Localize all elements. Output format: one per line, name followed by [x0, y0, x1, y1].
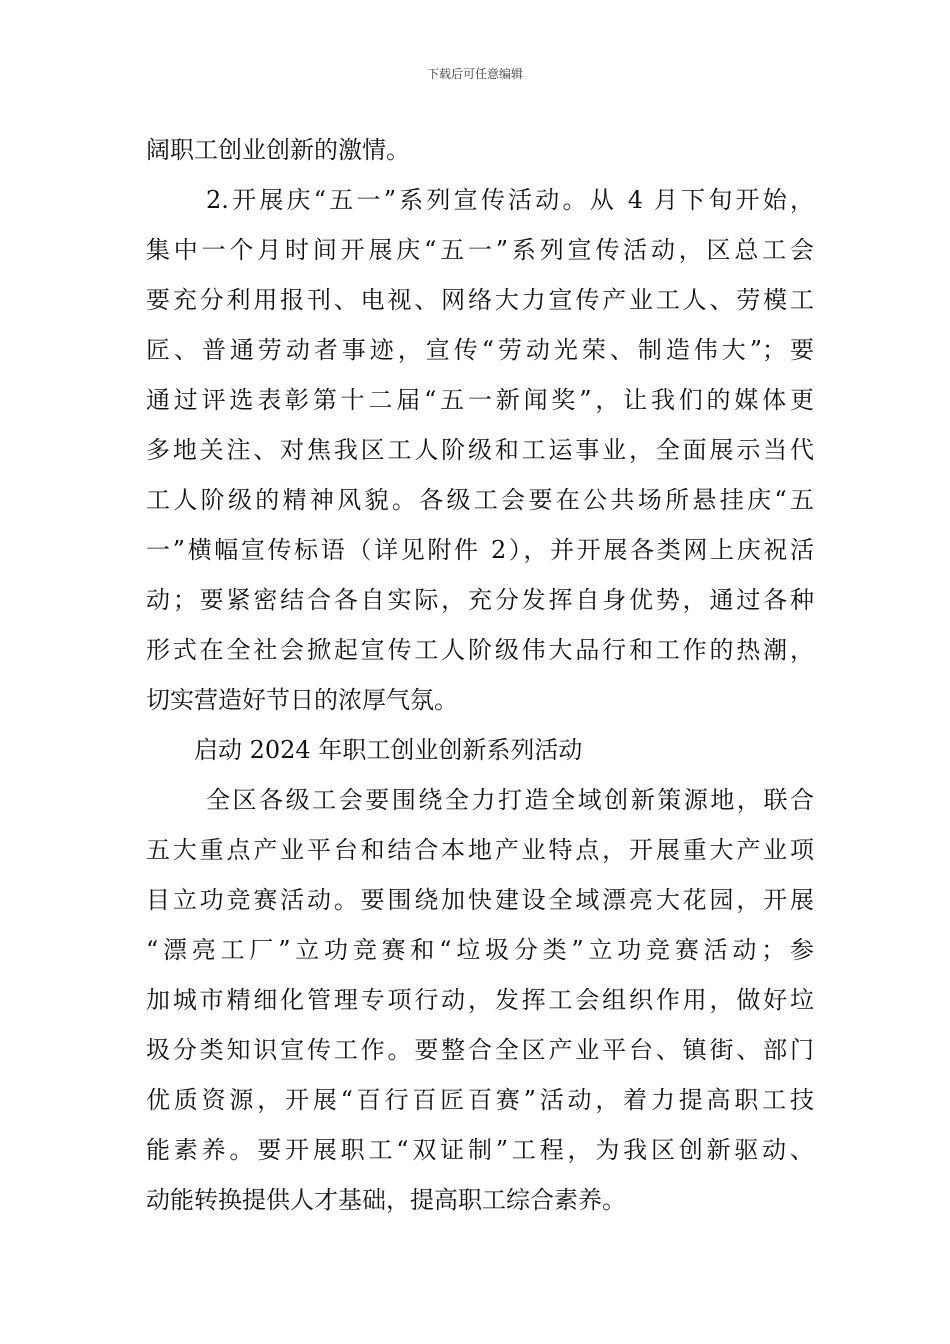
text-line: 目立功竞赛活动。要围绕加快建设全域漂亮大花园，开展: [146, 886, 814, 914]
text-line: 要充分利用报刊、电视、网络大力宣传产业工人、劳模工: [146, 286, 814, 314]
text-line: 圾分类知识宣传工作。要整合全区产业平台、镇街、部门: [146, 1036, 814, 1064]
text-line: “漂亮工厂”立功竞赛和“垃圾分类”立功竞赛活动；参: [146, 936, 814, 964]
text-line: 形式在全社会掀起宣传工人阶级伟大品行和工作的热潮，: [146, 636, 814, 664]
text-line: 多地关注、对焦我区工人阶级和工运事业，全面展示当代: [146, 436, 814, 464]
text-line: 能素养。要开展职工“双证制”工程，为我区创新驱动、: [146, 1136, 814, 1164]
text-line: 优质资源，开展“百行百匠百赛”活动，着力提高职工技: [146, 1086, 814, 1114]
text-line: 动；要紧密结合各自实际，充分发挥自身优势，通过各种: [146, 586, 814, 614]
text-line: 2.开展庆“五一”系列宣传活动。从 4 月下旬开始，: [206, 186, 814, 214]
text-line: 加城市精细化管理专项行动，发挥工会组织作用，做好垃: [146, 986, 814, 1014]
text-line: 集中一个月时间开展庆“五一”系列宣传活动，区总工会: [146, 236, 814, 264]
page-header: 下载后可任意编辑: [426, 67, 523, 81]
text-line: 通过评选表彰第十二届“五一新闻奖”，让我们的媒体更: [146, 386, 814, 414]
text-line: 切实营造好节日的浓厚气氛。: [146, 686, 458, 714]
text-line: 全区各级工会要围绕全力打造全域创新策源地，联合: [206, 786, 814, 814]
section-heading: 启动 2024 年职工创业创新系列活动: [194, 736, 583, 764]
text-line: 一”横幅宣传标语（详见附件 2），并开展各类网上庆祝活: [146, 536, 814, 564]
text-line: 动能转换提供人才基础，提高职工综合素养。: [146, 1186, 626, 1214]
text-line: 工人阶级的精神风貌。各级工会要在公共场所悬挂庆“五: [146, 486, 814, 514]
text-line: 匠、普通劳动者事迹，宣传“劳动光荣、制造伟大”；要: [146, 336, 814, 364]
text-line: 五大重点产业平台和结合本地产业特点，开展重大产业项: [146, 836, 814, 864]
text-line: 阔职工创业创新的激情。: [146, 136, 410, 164]
